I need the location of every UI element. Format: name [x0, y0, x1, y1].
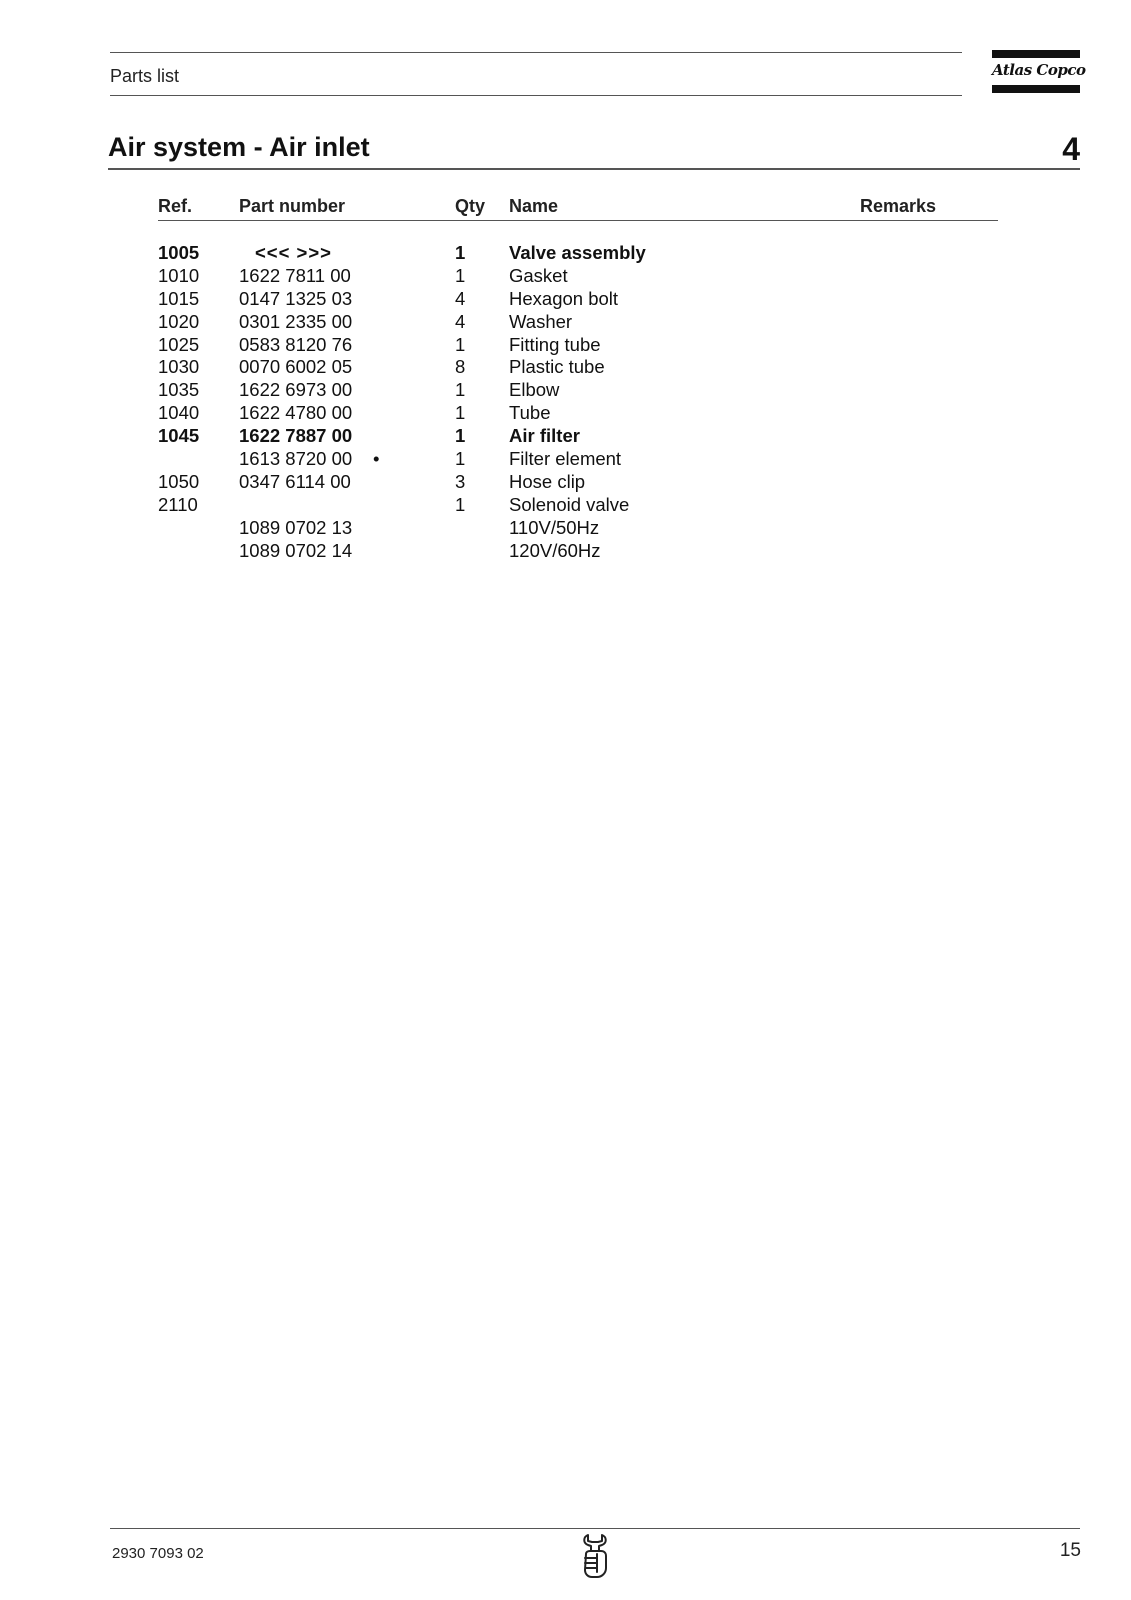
cell-ref: 1015: [158, 287, 200, 309]
cell-part-number: 0583 8120 76: [239, 333, 353, 355]
chapter-number: 4: [1062, 131, 1080, 167]
cell-ref: 1045: [158, 425, 200, 447]
cell-name: Tube: [509, 402, 551, 424]
table-row: [0, 540, 1131, 563]
table-row: [0, 402, 1131, 425]
cell-part-number: 1613 8720 00: [239, 448, 353, 470]
logo-bar-bottom: [992, 85, 1080, 93]
table-row: [0, 356, 1131, 379]
parts-table-body: [0, 242, 1131, 562]
cell-qty: 1: [455, 402, 466, 424]
cell-qty: 1: [455, 425, 466, 447]
cell-name: Filter element: [509, 448, 622, 470]
cell-ref: 1025: [158, 333, 200, 355]
cell-ref: 1040: [158, 402, 200, 424]
cell-ref: 1050: [158, 470, 200, 492]
title-rule: [108, 168, 1080, 170]
cell-part-number: 0301 2335 00: [239, 310, 353, 332]
cell-part-number: 1622 6973 00: [239, 379, 353, 401]
cell-qty: 8: [455, 356, 466, 378]
cell-name: Air filter: [509, 425, 580, 447]
cell-qty: 3: [455, 470, 466, 492]
cell-name: Hexagon bolt: [509, 287, 619, 309]
cell-qty: 1: [455, 493, 466, 515]
cell-part-number: 1089 0702 14: [239, 539, 353, 561]
cell-ref: 1005: [158, 242, 200, 263]
cell-part-number: 0347 6114 00: [239, 470, 351, 492]
table-row: [0, 448, 1131, 471]
column-header-part-number: Part number: [239, 196, 346, 216]
cell-ref: 1030: [158, 356, 200, 378]
cell-name: Gasket: [509, 264, 568, 286]
cell-ref: 1020: [158, 310, 200, 332]
column-header-ref: Ref.: [158, 196, 193, 216]
cell-name: Plastic tube: [509, 356, 605, 378]
page-number: 15: [1059, 1540, 1081, 1561]
logo-text: Atlas Copco: [992, 61, 1086, 79]
cell-name: Fitting tube: [509, 333, 601, 355]
column-header-name: Name: [509, 196, 559, 216]
cell-ref: 1010: [158, 264, 200, 286]
table-header-rule: [158, 220, 998, 221]
service-mechanic-icon: [577, 1532, 613, 1580]
cell-qty: 1: [455, 448, 466, 470]
parts-table-header: [0, 196, 1131, 220]
cell-part-number: 1089 0702 13: [239, 516, 353, 538]
table-row: [0, 517, 1131, 540]
cell-name: Washer: [509, 310, 573, 332]
table-row: [0, 265, 1131, 288]
header-rule-top: [110, 52, 962, 53]
cell-part-number: 0070 6002 05: [239, 356, 353, 378]
column-header-remarks: Remarks: [860, 196, 937, 216]
table-row: [0, 379, 1131, 402]
cell-name: Valve assembly: [509, 242, 646, 263]
logo-bar-top: [992, 50, 1080, 58]
table-row: [0, 334, 1131, 357]
cell-qty: 1: [455, 379, 466, 401]
table-row: [0, 242, 1131, 265]
header-rule-bottom: [110, 95, 962, 96]
cell-part-number: 1622 7887 00: [239, 425, 353, 447]
cell-qty: 1: [455, 242, 466, 263]
cell-part-number: <<< >>>: [255, 242, 332, 263]
table-row: [0, 288, 1131, 311]
cell-name: 110V/50Hz: [509, 516, 600, 538]
section-label: Parts list: [110, 66, 180, 86]
cell-bullet: •: [373, 448, 380, 470]
cell-ref: 1035: [158, 379, 200, 401]
table-row: [0, 471, 1131, 494]
cell-qty: 1: [455, 264, 466, 286]
cell-qty: 4: [455, 287, 466, 309]
cell-part-number: 1622 7811 00: [239, 264, 351, 286]
cell-qty: 1: [455, 333, 466, 355]
table-row: [0, 494, 1131, 517]
cell-name: Solenoid valve: [509, 493, 630, 515]
cell-part-number: 1622 4780 00: [239, 402, 353, 424]
column-header-qty: Qty: [455, 196, 486, 216]
cell-ref: 2110: [158, 493, 198, 515]
table-row: [0, 311, 1131, 334]
cell-part-number: 0147 1325 03: [239, 287, 353, 309]
cell-qty: 4: [455, 310, 466, 332]
atlas-copco-logo: [992, 50, 1086, 94]
cell-name: Hose clip: [509, 470, 586, 492]
document-number: 2930 7093 02: [112, 1545, 204, 1562]
page-title: Air system - Air inlet: [108, 132, 370, 162]
footer-rule: [110, 1528, 1080, 1529]
cell-name: Elbow: [509, 379, 560, 401]
table-row: [0, 425, 1131, 448]
cell-name: 120V/60Hz: [509, 539, 601, 561]
